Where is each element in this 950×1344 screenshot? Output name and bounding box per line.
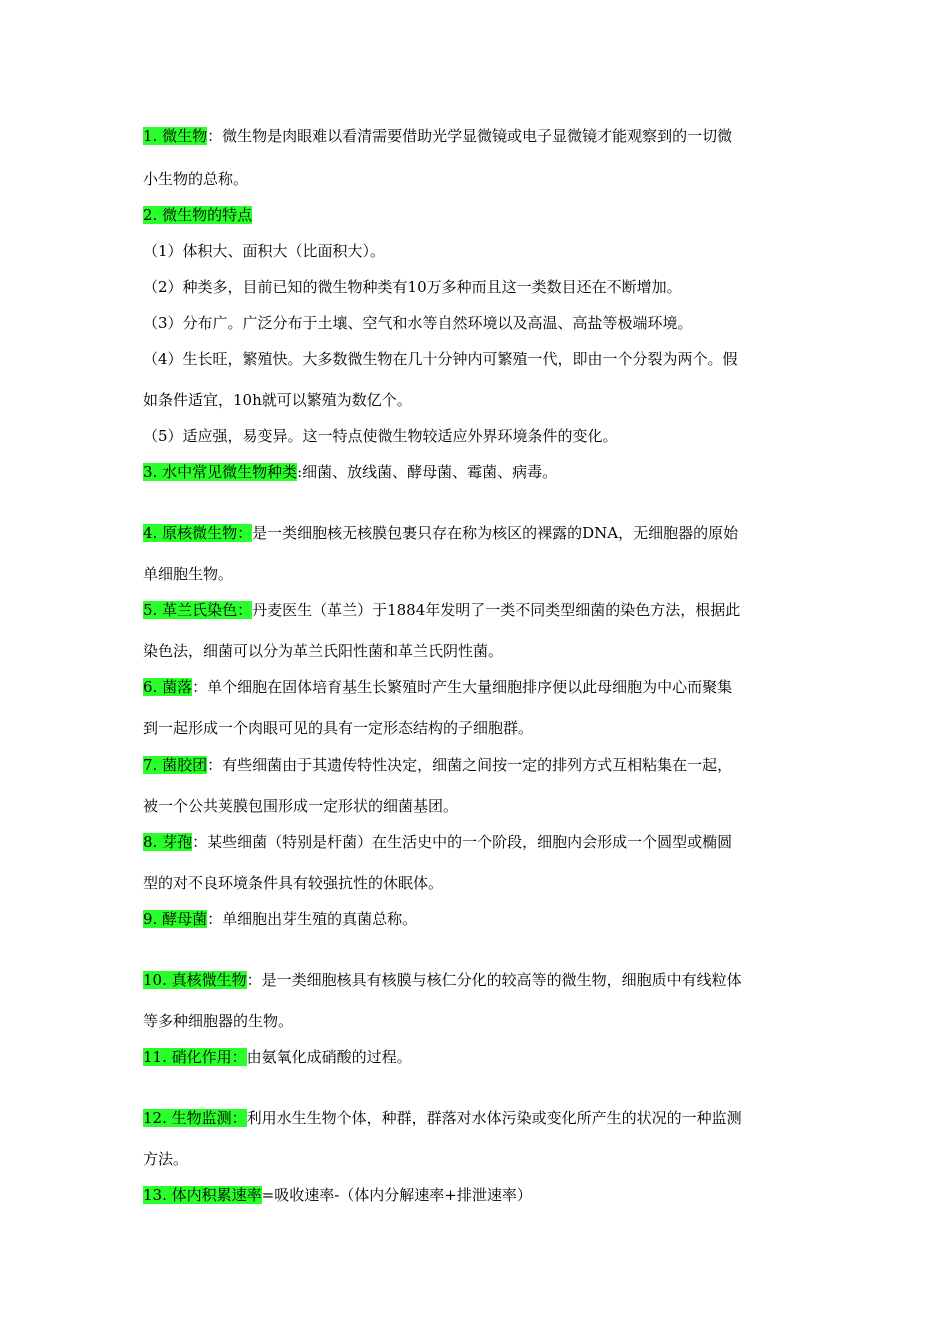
term-highlight: 7. 菌胶团 [143, 756, 208, 774]
separator: ： [207, 910, 223, 928]
list-item: （5）适应强，易变异。这一特点使微生物较适应外界环境条件的变化。 [143, 427, 618, 445]
definition-line [143, 755, 813, 775]
definition-line [143, 600, 813, 620]
list-item: （2）种类多，目前已知的微生物种类有10万多种而且这一类数目还在不断增加。 [143, 278, 682, 296]
term-highlight: 6. 菌落 [143, 678, 193, 696]
definition-text: 由氨氧化成硝酸的过程。 [246, 1048, 412, 1066]
definition-text: 细菌、放线菌、酵母菌、霉菌、病毒。 [302, 463, 558, 481]
definition-text: 某些细菌（特别是杆菌）在生活史中的一个阶段，细胞内会形成一个圆型或椭圆 [207, 833, 733, 851]
definition-line [143, 126, 813, 146]
term-highlight: 5. 革兰氏染色： [143, 601, 253, 619]
term-highlight: 13. 体内积累速率 [143, 1186, 262, 1204]
list-item-continuation: 如条件适宜，10h就可以繁殖为数亿个。 [143, 391, 412, 409]
term-highlight: 2. 微生物的特点 [143, 206, 253, 224]
definition-line [143, 1108, 813, 1128]
term-highlight: 12. 生物监测： [143, 1109, 247, 1127]
separator: ： [192, 833, 208, 851]
definition-text: 是一类细胞核无核膜包裹只存在称为核区的裸露的DNA，无细胞器的原始 [252, 524, 739, 542]
definition-continuation: 到一起形成一个肉眼可见的具有一定形态结构的子细胞群。 [143, 719, 534, 737]
definition-line [143, 909, 813, 929]
definition-line [143, 677, 813, 697]
definition-continuation: 方法。 [143, 1150, 189, 1168]
list-item: （3）分布广。广泛分布于土壤、空气和水等自然环境以及高温、高盐等极端环境。 [143, 314, 693, 332]
term-highlight: 1. 微生物 [143, 127, 208, 145]
definition-continuation: 单细胞生物。 [143, 565, 234, 583]
definition-line [143, 832, 813, 852]
definition-text: 单细胞出芽生殖的真菌总称。 [222, 910, 418, 928]
definition-text: 是一类细胞核具有核膜与核仁分化的较高等的微生物，细胞质中有线粒体 [261, 971, 742, 989]
definition-line [143, 462, 813, 482]
term-highlight: 11. 硝化作用： [143, 1048, 247, 1066]
definition-text: =吸收速率-（体内分解速率+排泄速率） [261, 1186, 532, 1204]
definition-continuation: 小生物的总称。 [143, 170, 249, 188]
definition-text: 有些细菌由于其遗传特性决定，细菌之间按一定的排列方式互相粘集在一起， [222, 756, 733, 774]
term-highlight: 10. 真核微生物 [143, 971, 247, 989]
separator: ： [207, 756, 223, 774]
term-highlight: 3. 水中常见微生物种类 [143, 463, 298, 481]
definition-text: 微生物是肉眼难以看清需要借助光学显微镜或电子显微镜才能观察到的一切微 [222, 127, 733, 145]
definition-text: 单个细胞在固体培育基生长繁殖时产生大量细胞排序便以此母细胞为中心而聚集 [207, 678, 733, 696]
definition-text: 丹麦医生（革兰）于1884年发明了一类不同类型细菌的染色方法，根据此 [252, 601, 741, 619]
list-item: （1）体积大、面积大（比面积大）。 [143, 242, 386, 260]
definition-line [143, 523, 813, 543]
separator: : [297, 463, 303, 481]
term-highlight: 8. 芽孢 [143, 833, 193, 851]
definition-text: 利用水生生物个体，种群，群落对水体污染或变化所产生的状况的一种监测 [246, 1109, 742, 1127]
term-highlight: 4. 原核微生物： [143, 524, 253, 542]
separator: ： [246, 971, 262, 989]
separator: ： [192, 678, 208, 696]
definition-line [143, 1047, 813, 1067]
definition-continuation: 被一个公共荚膜包围形成一定形状的细菌基团。 [143, 797, 459, 815]
definition-continuation: 型的对不良环境条件具有较强抗性的休眠体。 [143, 874, 444, 892]
term-highlight: 9. 酵母菌 [143, 910, 208, 928]
definition-continuation: 等多种细胞器的生物。 [143, 1012, 294, 1030]
separator: ： [207, 127, 223, 145]
definition-line [143, 970, 813, 990]
section-heading-line [143, 205, 813, 225]
definition-continuation: 染色法，细菌可以分为革兰氏阳性菌和革兰氏阴性菌。 [143, 642, 504, 660]
definition-line [143, 1185, 813, 1205]
list-item: （4）生长旺，繁殖快。大多数微生物在几十分钟内可繁殖一代，即由一个分裂为两个。假 [143, 350, 738, 368]
